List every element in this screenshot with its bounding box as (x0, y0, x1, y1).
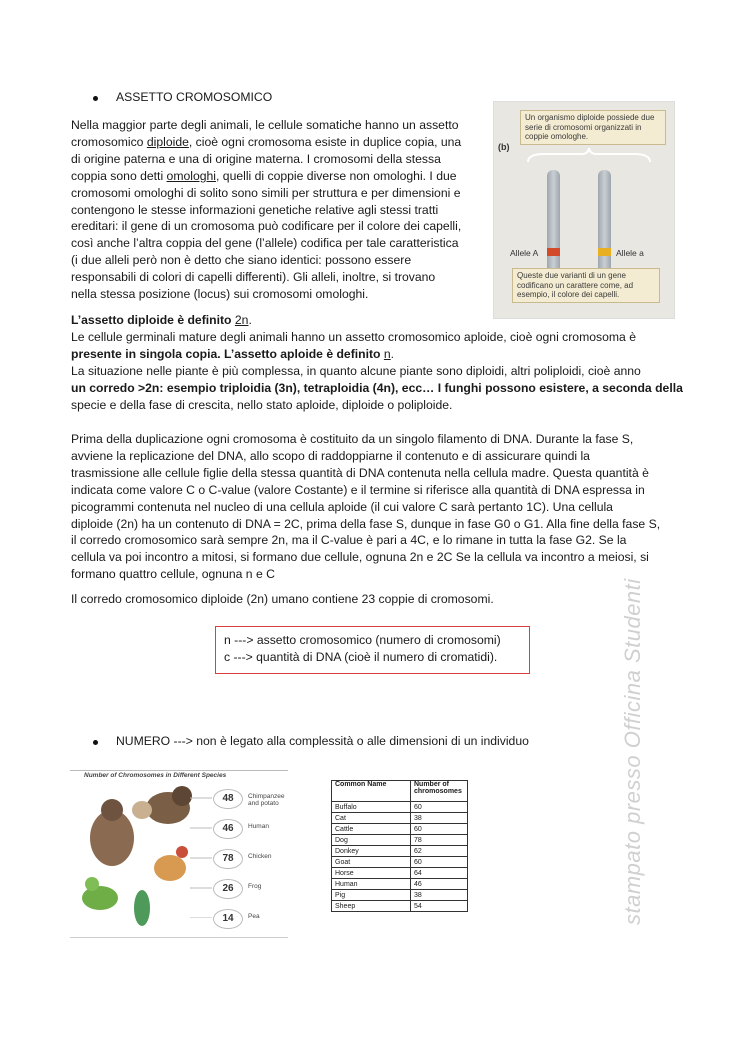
definition-box (215, 626, 530, 674)
bullet-icon (93, 740, 98, 745)
figure-top-rule (70, 770, 288, 771)
dna-line: trasmissione alle cellule figlie della stessa quantità di DNA contenuta nella cellula madre. Questa quantità è (71, 465, 649, 480)
table-row (332, 802, 468, 813)
cell-chromosome-count: 54 (411, 901, 468, 912)
header-common-name: Common Name (332, 781, 411, 802)
table-row (332, 901, 468, 912)
intro-line: di origine paterna e una di origine materna. I cromosomi della stessa (71, 151, 441, 166)
definition-n: n ---> assetto cromosomico (numero di cromosomi) (224, 633, 501, 647)
species-label: Frog (248, 883, 262, 890)
cell-common-name: Cat (332, 813, 411, 824)
table-row (332, 868, 468, 879)
homologous-chromosomes-figure (493, 101, 675, 319)
intro-paragraph (71, 117, 486, 303)
intro-line: nella stessa posizione (locus) sui cromosomi omologhi. (71, 287, 369, 302)
cell-chromosome-count: 38 (411, 813, 468, 824)
definition-c: c ---> quantità di DNA (cioè il numero di cromatidi). (224, 650, 498, 664)
cell-common-name: Pig (332, 890, 411, 901)
species-figure-title: Number of Chromosomes in Different Species (84, 772, 227, 779)
cell-common-name: Cattle (332, 824, 411, 835)
cell-chromosome-count: 46 (411, 879, 468, 890)
human-chromosome-set: Il corredo cromosomico diploide (2n) umano contiene 23 coppie di cromosomi. (71, 592, 494, 606)
table-row (332, 846, 468, 857)
dna-line: indicata come valore C o C-value (valore Costante) e il termine si riferisce alla quantità di DNA espressa in (71, 482, 645, 497)
figure-bottom-rule (70, 937, 288, 938)
dna-line: Prima della duplicazione ogni cromosoma è costituito da un singolo filamento di DNA. Durante la fase S, (71, 432, 634, 446)
table-row (332, 824, 468, 835)
section-heading-numero: NUMERO ---> non è legato alla complessità o alle dimensioni di un individuo (116, 734, 529, 748)
cell-chromosome-count: 60 (411, 857, 468, 868)
chromosome-count-badge: 48 (213, 789, 243, 809)
dna-line: diploide (2n) ha un contenuto di DNA = 2C, prima della fase S, dunque in fase G0 o G1. Alla fine della fase S, (71, 516, 661, 531)
germinal-line-1: Le cellule germinali mature degli animali hanno un assetto cromosomico aploide, cioè ogni cromosoma è (71, 330, 636, 344)
cell-chromosome-count: 60 (411, 802, 468, 813)
chromosome-table (331, 780, 468, 912)
chromosome-count-badge: 14 (213, 909, 243, 929)
cell-common-name: Horse (332, 868, 411, 879)
intro-line: (i due alleli però non è detto che siano identici: possono essere (71, 253, 412, 268)
species-label: Human (248, 823, 269, 830)
chromosome-count-badge: 46 (213, 819, 243, 839)
diploid-definition: L’assetto diploide è definito 2n. (71, 313, 252, 327)
dna-line: il corredo cromosomico sarà sempre 2n, ma il C-value è pari a 4C, e lo rimane in tutta la fase G2. Se la (71, 533, 627, 548)
cell-chromosome-count: 60 (411, 824, 468, 835)
bottom-caption: Queste due varianti di un gene codificano un carattere come, ad esempio, il colore dei capelli. (512, 268, 660, 303)
intro-line: cromosomico diploide, cioè ogni cromosoma esiste in duplice copia, una (71, 134, 462, 149)
watermark: stampato presso Officina Studenti (620, 578, 645, 925)
dna-line: cellula va poi incontro a mitosi, si formano due cellule, ognuna 2n e 2C Se la cellula va incontro a meiosi, si (71, 550, 649, 565)
table-row (332, 835, 468, 846)
chromosome-count-badge: 78 (213, 849, 243, 869)
species-label: Pea (248, 913, 260, 920)
cell-chromosome-count: 64 (411, 868, 468, 879)
cell-chromosome-count: 38 (411, 890, 468, 901)
dna-line: picogrammi contenuta nel nucleo di una cellula aploide (il cui valore C sarà pertanto 1C). Una cellula (71, 499, 613, 514)
cell-common-name: Dog (332, 835, 411, 846)
panel-label: (b) (498, 142, 510, 152)
species-label: Chimpanzee and potato (248, 793, 285, 807)
intro-line: ereditari: il gene di un cromosoma può codificare per il colore dei capelli, (71, 219, 462, 234)
dna-line: formano quattro cellule, ognuna n e C (71, 567, 275, 582)
top-caption: Un organismo diploide possiede due serie di cromosomi organizzati in coppie omologhe. (520, 110, 666, 145)
intro-line: così anche l’altra coppia del gene (l’allele) codifica per tale caratteristica (71, 236, 459, 251)
dna-paragraph (71, 431, 660, 583)
brace-icon (524, 146, 654, 166)
header-number-of-chromosomes: Number of chromosomes (411, 781, 468, 802)
intro-line: cromosomi omologhi di solito sono simili per struttura e per dimensioni e (71, 185, 461, 200)
cell-chromosome-count: 62 (411, 846, 468, 857)
animal-illustrations (70, 780, 210, 938)
dna-line: avviene la replicazione del DNA, allo scopo di raddoppiarne il contenuto e di assicurare quindi la (71, 448, 590, 463)
chicken-icon (154, 855, 186, 881)
cell-chromosome-count: 78 (411, 835, 468, 846)
intro-line: Nella maggior parte degli animali, le cellule somatiche hanno un assetto (71, 118, 459, 132)
species-label: Chicken (248, 853, 272, 860)
allele-band-red (547, 248, 560, 256)
section-heading-assetto: ASSETTO CROMOSOMICO (116, 90, 273, 104)
chromosome-count-badge: 26 (213, 879, 243, 899)
pea-icon (134, 890, 150, 926)
plants-line-1: La situazione nelle piante è più complessa, in quanto alcune piante sono diploidi, altri poliploidi, cioè anno (71, 364, 641, 378)
intro-line: contengono le stesse informazioni genetiche relative agli stessi tratti (71, 202, 439, 217)
table-row (332, 813, 468, 824)
table-row (332, 879, 468, 890)
intro-line: responsabili di colori di capelli differenti). Gli alleli, inoltre, si trovano (71, 270, 436, 285)
cell-common-name: Donkey (332, 846, 411, 857)
bullet-icon (93, 96, 98, 101)
cell-common-name: Sheep (332, 901, 411, 912)
table-header-row (332, 781, 468, 802)
cell-common-name: Human (332, 879, 411, 890)
potato-icon (132, 801, 152, 819)
germinal-line-2: presente in singola copia. L’assetto aploide è definito n. (71, 347, 395, 361)
allele-label-right: Allele a (616, 248, 644, 258)
allele-band-yellow (598, 248, 611, 256)
table-row (332, 857, 468, 868)
table-row (332, 890, 468, 901)
plants-line-3: specie e della fase di crescita, nello stato aploide, diploide o poliploide. (71, 398, 453, 412)
intro-line: coppia sono detti omologhi, quelli di coppie diverse non omologhi. I due (71, 168, 457, 183)
cell-common-name: Buffalo (332, 802, 411, 813)
plants-line-2: un corredo >2n: esempio triploidia (3n), tetraploidia (4n), ecc… I funghi possono esistere, a seconda della (71, 381, 683, 395)
allele-label-left: Allele A (510, 248, 539, 258)
species-chromosome-figure (70, 770, 288, 938)
frog-icon (82, 886, 118, 910)
cell-common-name: Goat (332, 857, 411, 868)
